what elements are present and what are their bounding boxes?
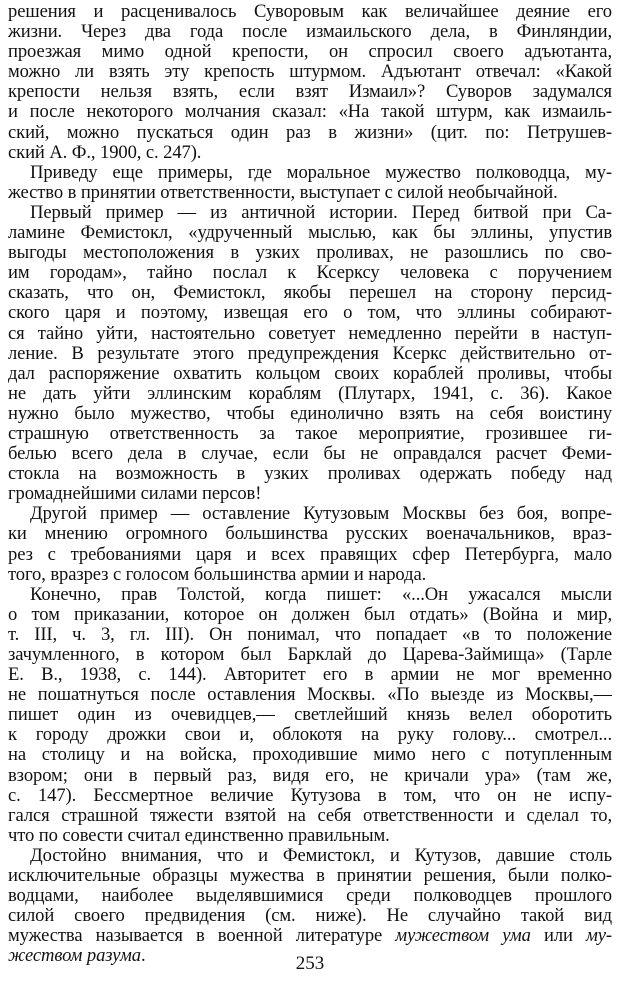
text-line: жеством разума. xyxy=(8,946,146,967)
text-line: жизни. Через два года после измаильского дела, в Финляндии, xyxy=(8,22,612,43)
text-line: выгоды местоположения в узких проливах, не разошлись по сво- xyxy=(8,243,612,264)
text-line: Первый пример — из античной истории. Перед битвой при Са- xyxy=(30,202,612,223)
text-line: ского царя и поэтому, извещая его о том, что эллины собирают- xyxy=(8,303,612,324)
text-line: гался страшной тяжести взятой на себя ответственности и сделал то, xyxy=(8,805,612,826)
text-line: на столицу и на войска, проходившие мимо него с потупленным xyxy=(8,745,612,766)
text-line: можно ли взять эту крепость штурмом. Адъютант отвечал: «Какой xyxy=(8,62,612,83)
paragraph xyxy=(8,203,612,504)
text-line: проезжая мимо одной крепости, он спросил своего адъютанта, xyxy=(8,42,612,63)
paragraph xyxy=(8,504,612,584)
text-line: сказать, что он, Фемистокл, якобы перешел на сторону персид- xyxy=(8,283,612,304)
text-line: с. 147). Бессмертное величие Кутузова в том, что он не испу- xyxy=(8,785,612,806)
paragraph xyxy=(8,163,612,203)
text-line: Приведу еще примеры, где моральное мужество полководца, му- xyxy=(30,162,612,183)
text-line: дал распоряжение охватить кольцом своих кораблей проливы, чтобы xyxy=(8,363,612,384)
text-line: громаднейшими силами персов! xyxy=(8,484,262,505)
text-line: того, вразрез с голосом большинства армии и народа. xyxy=(8,564,427,585)
text-line: ский А. Ф., 1900, с. 247). xyxy=(8,142,202,163)
text-line: Конечно, прав Толстой, когда пишет: «...Он ужасался мысли xyxy=(30,584,612,605)
text-line: Другой пример — оставление Кутузовым Москвы без боя, вопре- xyxy=(30,504,612,525)
text-line: ки мнению огромного большинства русских военачальников, враз- xyxy=(8,524,612,545)
text-line: т. III, ч. 3, гл. III). Он понимал, что попадает «в то положение xyxy=(8,624,612,645)
text-line: зачумленного, в котором был Барклай до Царева-Займища» (Тарле xyxy=(8,645,612,665)
body-text xyxy=(8,2,612,967)
text-line: исключительные образцы мужества в принятии решения, были полко- xyxy=(8,866,612,887)
text-line: крепости нельзя взять, если взят Измаил»? Суворов задумался xyxy=(8,82,612,103)
text-line: не дать уйти эллинским кораблям (Плутарх, 1941, с. 36). Какое xyxy=(8,383,612,404)
text-line: мужества называется в военной литературе мужеством ума или му- xyxy=(8,926,612,947)
paragraph xyxy=(8,2,612,163)
page-number: 253 xyxy=(295,953,325,974)
text-line: пишет один из очевидцев,— светлейший князь велел оборотить xyxy=(8,705,612,726)
text-line: к городу дрожки свои и, облокотя на руку голову... смотрел... xyxy=(8,725,612,746)
text-line: нужно было мужество, чтобы единолично взять на себя воистину xyxy=(8,403,612,424)
text-line: ский, можно пускаться один раз в жизни» (цит. по: Петрушев- xyxy=(8,122,612,143)
text-line: о том приказании, которое он должен был отдать» (Война и мир, xyxy=(8,604,612,625)
text-line: не пошатнуться после оставления Москвы. «По выезде из Москвы,— xyxy=(8,685,612,706)
text-line: ся тайно уйти, настоятельно советует немедленно перейти в наступ- xyxy=(8,323,612,344)
text-line: ление. В результате этого предупреждения Ксеркс действительно от- xyxy=(8,343,612,364)
text-line: взором; они в первый раз, видя его, не кричали ура» (там же, xyxy=(8,765,612,786)
text-line: рез с требованиями царя и всех правящих сфер Петербурга, мало xyxy=(8,544,612,565)
text-line: ламине Фемистокл, «удрученный мыслью, как бы эллины, упустив xyxy=(8,223,612,244)
text-line: Достойно внимания, что и Фемистокл, и Кутузов, давшие столь xyxy=(30,845,612,866)
text-line: решения и расценивалось Суворовым как величайшее деяние его xyxy=(8,2,612,22)
text-line: что по совести считал единственно правильным. xyxy=(8,825,390,846)
paragraph xyxy=(8,585,612,846)
text-line: Е. В., 1938, с. 144). Авторитет его в армии не мог временно xyxy=(8,665,612,686)
book-page xyxy=(8,0,612,1000)
text-line: жество в принятии ответственности, выступает с силой необычайной. xyxy=(8,182,558,203)
text-line: и после некоторого молчания сказал: «На такой штурм, как измаиль- xyxy=(8,102,612,123)
text-line: им городам», тайно послал к Ксерксу человека с поручением xyxy=(8,263,612,284)
text-line: силой своего предвидения (см. ниже). Не случайно такой вид xyxy=(8,906,612,927)
text-line: стокла на возможность в узких проливах одержать победу над xyxy=(8,464,612,485)
text-line: водцами, наиболее выделявшимися среди полководцев прошлого xyxy=(8,886,612,907)
text-line: страшную ответственность за такое мероприятие, грозившее ги- xyxy=(8,423,612,444)
text-line: белью всего дела в случае, если бы не оправдался расчет Феми- xyxy=(8,444,612,465)
paragraph xyxy=(8,846,612,967)
